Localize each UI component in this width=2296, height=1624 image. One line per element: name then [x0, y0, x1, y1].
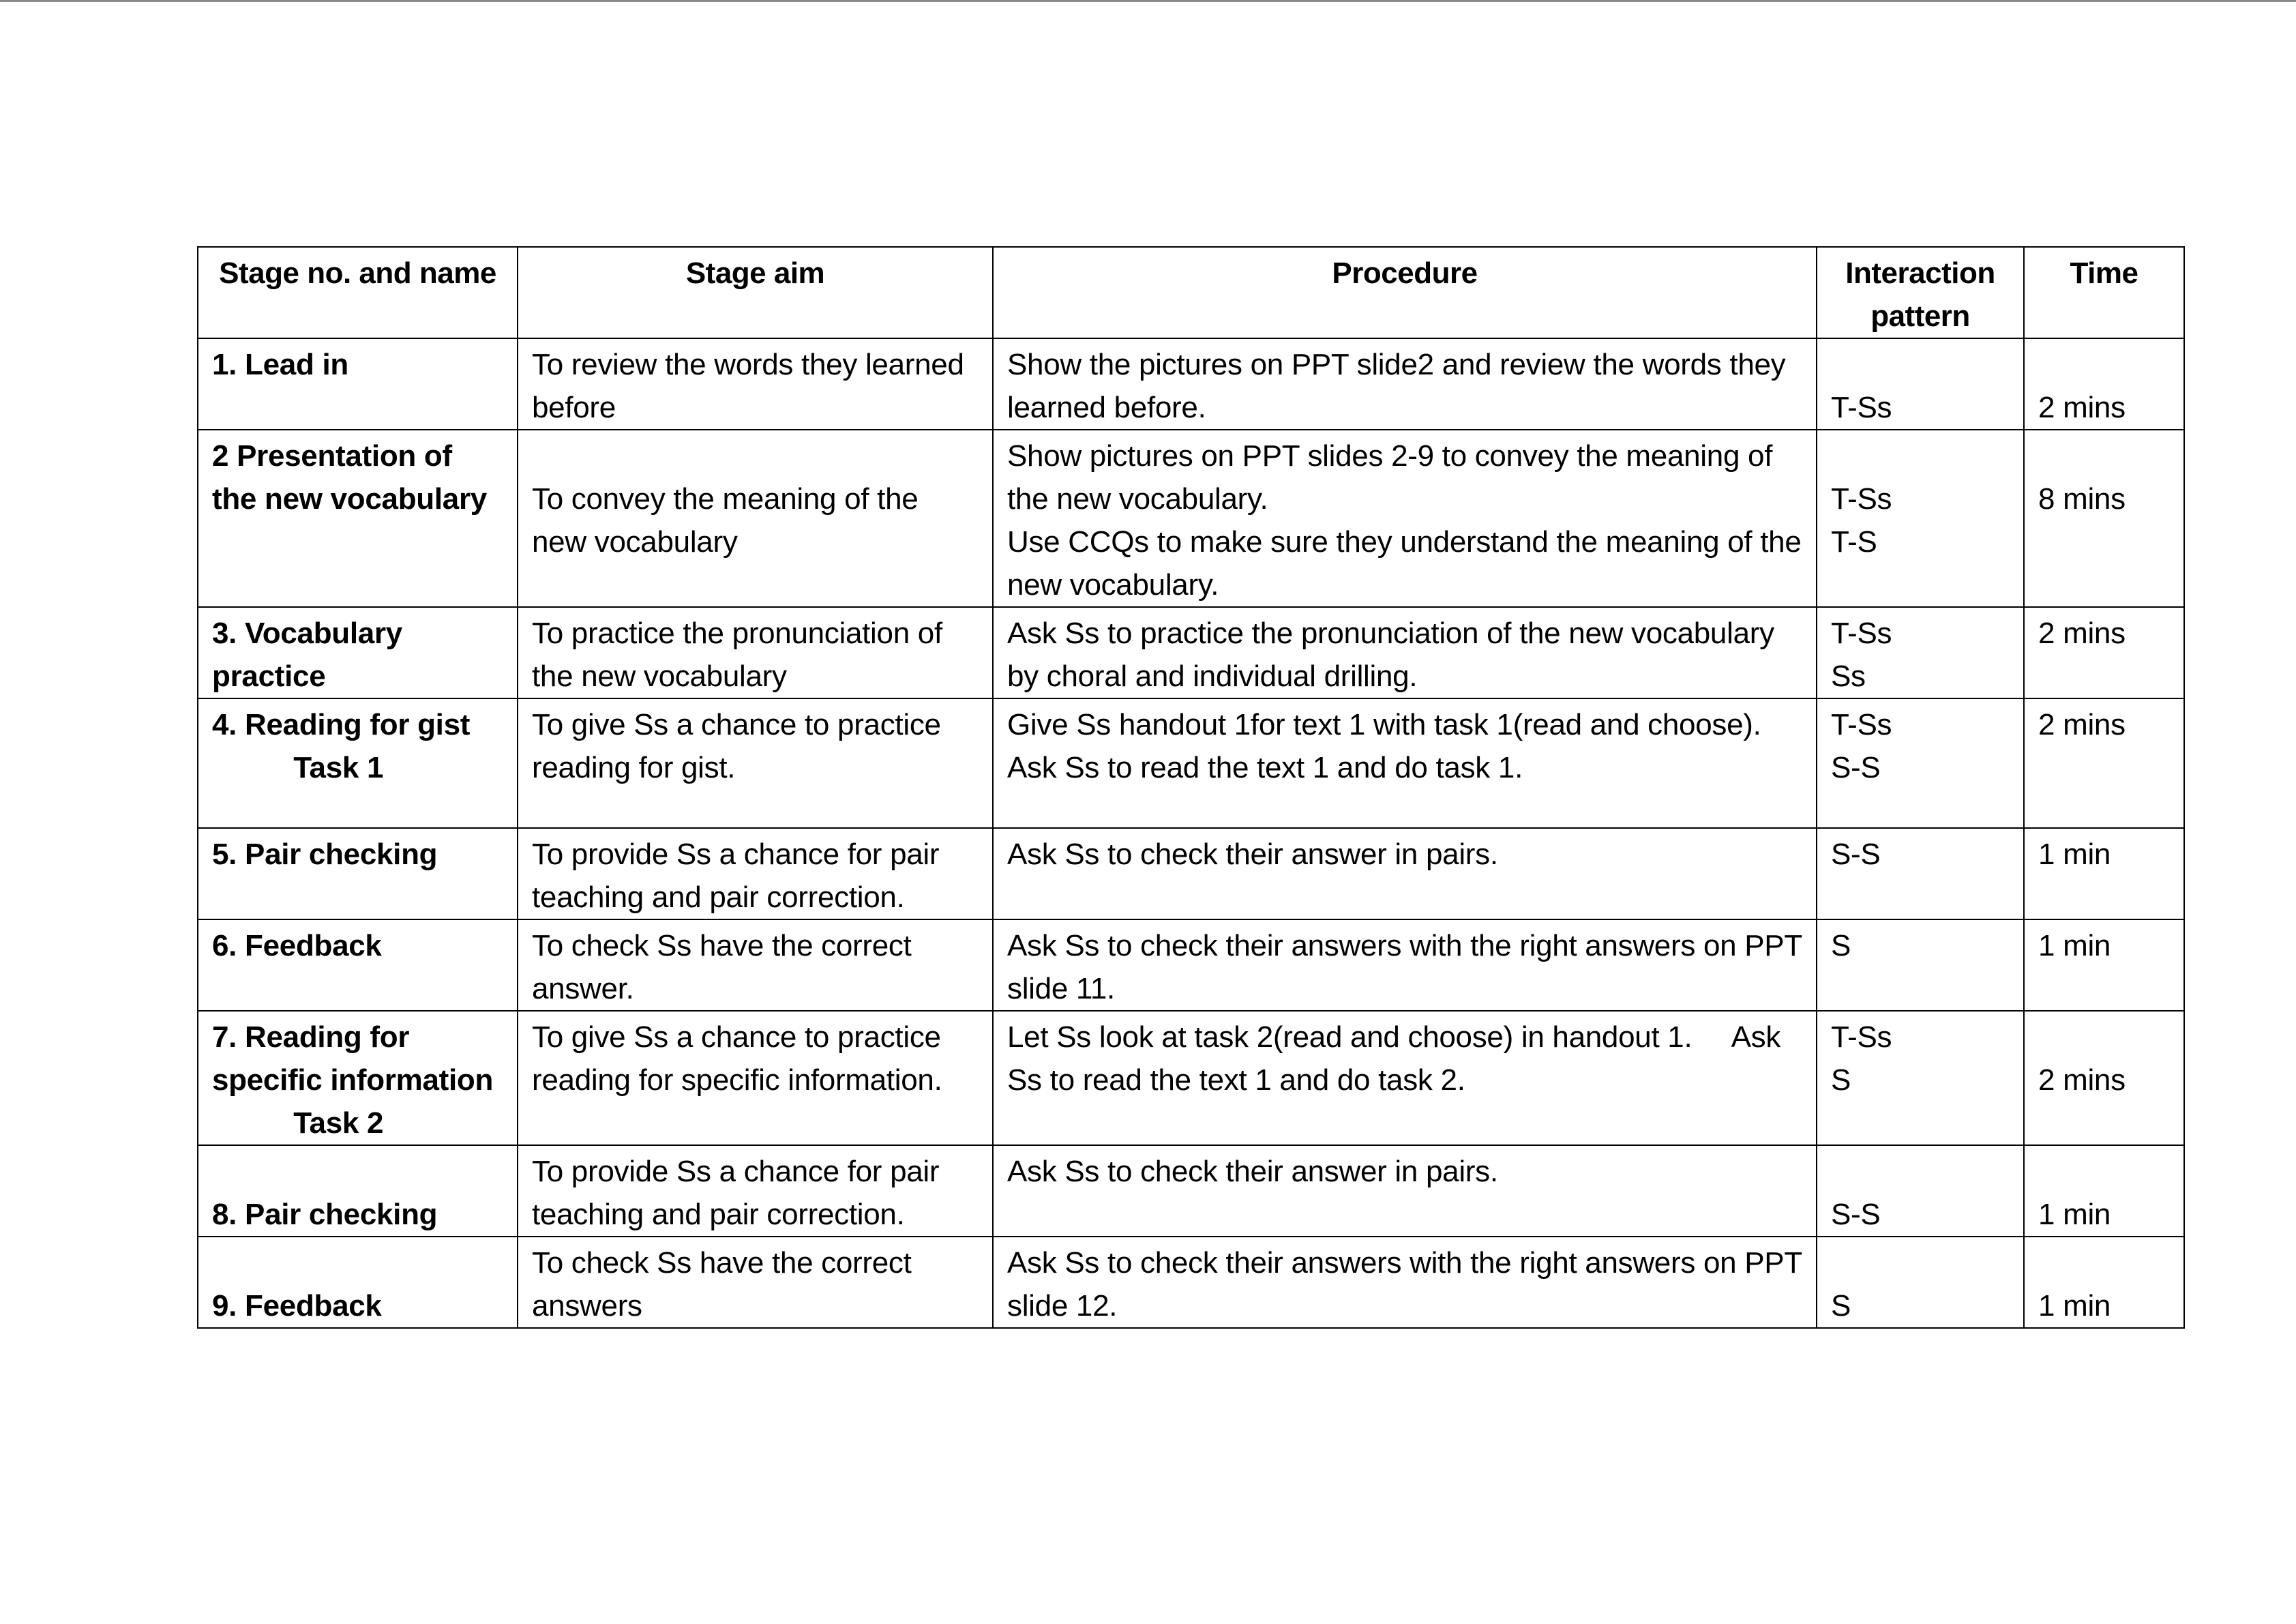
aim-cell: To check Ss have the correct answer.	[518, 919, 993, 1011]
stage-cell: 5. Pair checking	[198, 828, 518, 919]
table-row	[198, 919, 2184, 1011]
time-cell: 2 mins	[2024, 338, 2184, 430]
page-top-border	[0, 0, 2296, 2]
aim-cell: To provide Ss a chance for pair teaching and pair correction.	[518, 1145, 993, 1237]
interaction-cell: T-Ss	[1817, 338, 2024, 430]
stage-cell: 8. Pair checking	[198, 1145, 518, 1237]
procedure-cell: Ask Ss to check their answer in pairs.	[993, 1145, 1817, 1237]
table-header-row	[198, 247, 2184, 338]
procedure-cell: Ask Ss to check their answers with the right answers on PPT slide 12.	[993, 1237, 1817, 1328]
stage-cell: 9. Feedback	[198, 1237, 518, 1328]
header-procedure: Procedure	[993, 247, 1817, 338]
header-stage-aim: Stage aim	[518, 247, 993, 338]
time-cell: 8 mins	[2024, 430, 2184, 607]
aim-cell: To check Ss have the correct answers	[518, 1237, 993, 1328]
time-cell: 1 min	[2024, 828, 2184, 919]
interaction-cell: T-Ss S	[1817, 1011, 2024, 1145]
table-row	[198, 828, 2184, 919]
stage-cell: 3. Vocabulary practice	[198, 607, 518, 698]
interaction-cell: S	[1817, 1237, 2024, 1328]
time-cell: 2 mins	[2024, 607, 2184, 698]
table-row	[198, 1237, 2184, 1328]
interaction-cell: S	[1817, 919, 2024, 1011]
interaction-cell: T-Ss Ss	[1817, 607, 2024, 698]
time-cell: 1 min	[2024, 1237, 2184, 1328]
procedure-cell: Show the pictures on PPT slide2 and review the words they learned before.	[993, 338, 1817, 430]
table-row	[198, 430, 2184, 607]
time-cell: 1 min	[2024, 1145, 2184, 1237]
aim-cell: To give Ss a chance to practice reading for gist.	[518, 698, 993, 828]
table-row	[198, 1011, 2184, 1145]
table-row	[198, 607, 2184, 698]
table-row	[198, 338, 2184, 430]
header-time: Time	[2024, 247, 2184, 338]
stage-cell: 7. Reading for specific information Task 2	[198, 1011, 518, 1145]
aim-cell: To provide Ss a chance for pair teaching and pair correction.	[518, 828, 993, 919]
header-interaction-pattern: Interaction pattern	[1817, 247, 2024, 338]
interaction-cell: T-Ss S-S	[1817, 698, 2024, 828]
time-cell: 2 mins	[2024, 698, 2184, 828]
stage-cell: 1. Lead in	[198, 338, 518, 430]
procedure-cell: Give Ss handout 1for text 1 with task 1(read and choose). Ask Ss to read the text 1 and do task 1.	[993, 698, 1817, 828]
interaction-cell: T-Ss T-S	[1817, 430, 2024, 607]
aim-cell: To review the words they learned before	[518, 338, 993, 430]
lesson-plan-table	[197, 246, 2185, 1329]
stage-cell: 4. Reading for gist Task 1	[198, 698, 518, 828]
time-cell: 1 min	[2024, 919, 2184, 1011]
aim-cell: To give Ss a chance to practice reading for specific information.	[518, 1011, 993, 1145]
table-row	[198, 698, 2184, 828]
interaction-cell: S-S	[1817, 1145, 2024, 1237]
procedure-cell: Ask Ss to practice the pronunciation of the new vocabulary by choral and individual drilling.	[993, 607, 1817, 698]
stage-cell: 2 Presentation of the new vocabulary	[198, 430, 518, 607]
procedure-cell: Show pictures on PPT slides 2-9 to convey the meaning of the new vocabulary. Use CCQs to make sure they understand the meaning of the new vocabulary.	[993, 430, 1817, 607]
header-stage: Stage no. and name	[198, 247, 518, 338]
procedure-cell: Ask Ss to check their answers with the right answers on PPT slide 11.	[993, 919, 1817, 1011]
table-row	[198, 1145, 2184, 1237]
stage-cell: 6. Feedback	[198, 919, 518, 1011]
procedure-cell: Ask Ss to check their answer in pairs.	[993, 828, 1817, 919]
time-cell: 2 mins	[2024, 1011, 2184, 1145]
aim-cell: To convey the meaning of the new vocabulary	[518, 430, 993, 607]
aim-cell: To practice the pronunciation of the new vocabulary	[518, 607, 993, 698]
interaction-cell: S-S	[1817, 828, 2024, 919]
procedure-cell: Let Ss look at task 2(read and choose) in handout 1. Ask Ss to read the text 1 and do task 2.	[993, 1011, 1817, 1145]
